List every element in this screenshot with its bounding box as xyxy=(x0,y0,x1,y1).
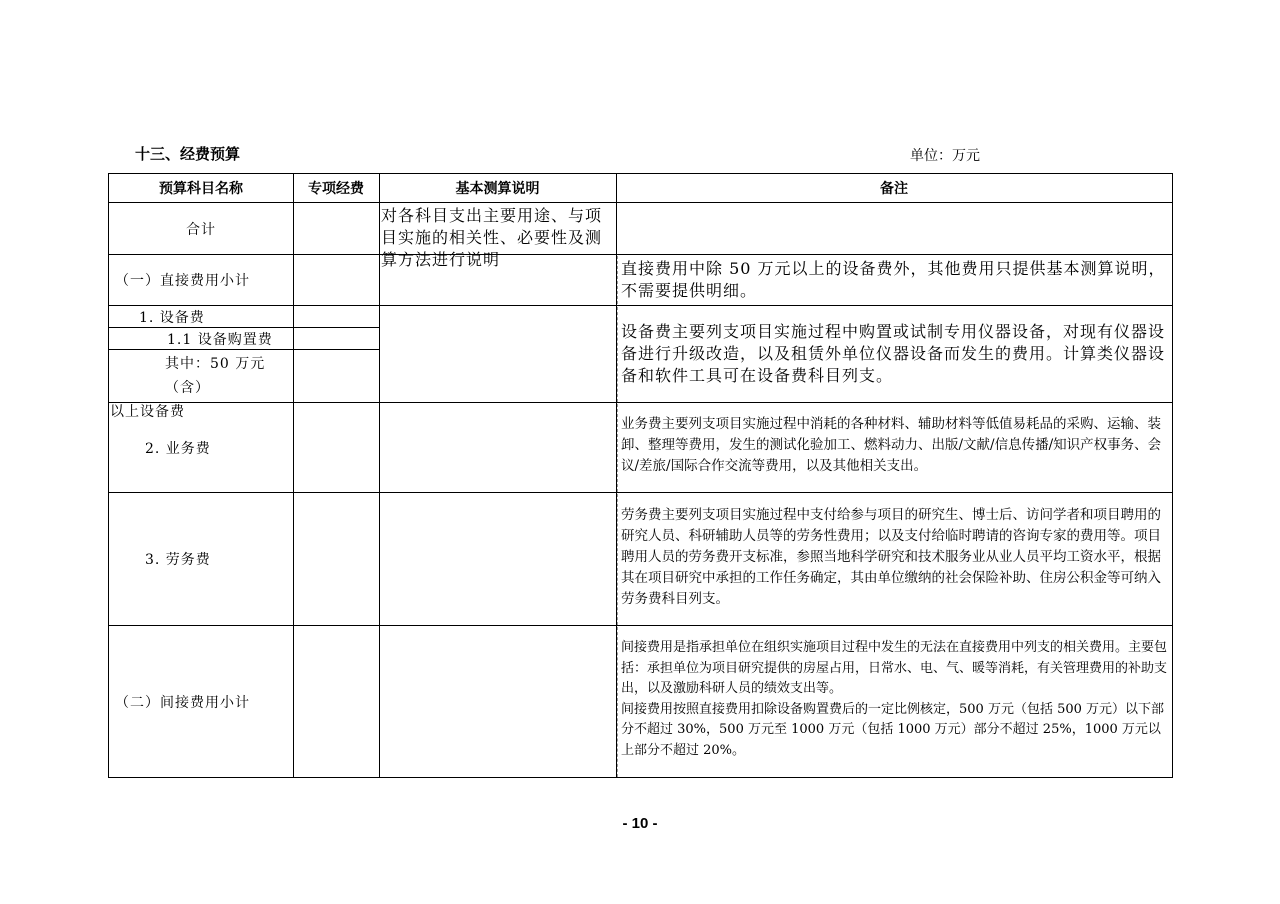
page-number: - 10 - xyxy=(622,815,658,832)
row-total-special-funds xyxy=(293,203,379,254)
header-name: 预算科目名称 xyxy=(159,181,243,197)
row-equipment-name: 1. 设备费 xyxy=(139,309,205,326)
row-direct-remark: 直接费用中除 50 万元以上的设备费外，其他费用只提供基本测算说明，不需要提供明细。 xyxy=(617,256,1172,304)
row-indirect-remark xyxy=(617,627,1172,777)
row-labor-explanation xyxy=(379,493,616,625)
row-total-name: 合计 xyxy=(186,221,216,238)
row-equipment-over50-special-funds xyxy=(293,350,379,402)
row-equipment-over50-name-line1: 其中：50 万元（含） xyxy=(165,356,266,396)
header-special-funds: 专项经费 xyxy=(308,181,364,197)
row-indirect-explanation xyxy=(379,626,616,777)
row-equipment-over50-name-line2: 以上设备费 xyxy=(110,404,185,420)
row-business-remark: 业务费主要列支项目实施过程中消耗的各种材料、辅助材料等低值易耗品的采购、运输、装卸、整理等费用，发生的测试化验加工、燃料动力、出版/文献/信息传播/知识产权事务、会议/差旅/国际合作交流等费用，以及其他相关支出。 xyxy=(617,404,1172,492)
row-business-name: 2. 业务费 xyxy=(145,440,211,457)
row-equipment-remark: 设备费主要列支项目实施过程中购置或试制专用仪器设备，对现有仪器设备进行升级改造，以及租赁外单位仪器设备而发生的费用。计算类仪器设备和软件工具可在设备费科目列支。 xyxy=(617,307,1172,402)
row-indirect-name: （二）间接费用小计 xyxy=(115,694,250,711)
row-total-explanation: 对各科目支出主要用途、与项目实施的相关性、必要性及测算方法进行说明 xyxy=(381,206,603,269)
header-basic-explanation: 基本测算说明 xyxy=(455,181,540,197)
row-business-special-funds xyxy=(293,403,379,492)
row-indirect-remark-p2: 间接费用按照直接费用扣除设备购置费后的一定比例核定，500 万元（包括 500 万元）以下部分不超过 30%，500 万元至 1000 万元（包括 1000 万元）部分不超过 25%，1000 万元以上部分不超过 20%。 xyxy=(621,701,1165,758)
row-equipment-explanation xyxy=(379,306,616,402)
header-remarks: 备注 xyxy=(880,181,908,197)
budget-table xyxy=(108,173,1173,778)
unit-label: 单位：万元 xyxy=(910,148,980,164)
row-equipment-purchase-special-funds xyxy=(293,328,379,349)
row-equipment-special-funds xyxy=(293,306,379,327)
row-equipment-over50-name xyxy=(110,350,293,420)
row-business-explanation xyxy=(379,403,616,492)
row-equipment-purchase-name: 1.1 设备购置费 xyxy=(167,331,273,348)
row-total-remark xyxy=(616,203,1172,254)
row-labor-name: 3. 劳务费 xyxy=(145,552,211,568)
row-labor-special-funds xyxy=(293,493,379,625)
row-indirect-special-funds xyxy=(293,626,379,777)
row-labor-remark: 劳务费主要列支项目实施过程中支付给参与项目的研究生、博士后、访问学者和项目聘用的研究人员、科研辅助人员等的劳务性费用；以及支付给临时聘请的咨询专家的费用等。项目聘用人员的劳务费开支标准，参照当地科学研究和技术服务业从业人员平均工资水平，根据其在项目研究中承担的工作任务确定，其由单位缴纳的社会保险补助、住房公积金等可纳入劳务费科目列支。 xyxy=(617,494,1172,625)
row-indirect-remark-p1: 间接费用是指承担单位在组织实施项目过程中发生的无法在直接费用中列支的相关费用。主要包括：承担单位为项目研究提供的房屋占用，日常水、电、气、暖等消耗，有关管理费用的补助支出，以及激励科研人员的绩效支出等。 xyxy=(621,640,1168,696)
row-direct-special-funds xyxy=(293,255,379,305)
row-direct-explanation xyxy=(379,255,616,305)
row-direct-name: （一）直接费用小计 xyxy=(115,273,250,289)
section-title: 十三、经费预算 xyxy=(135,145,241,163)
